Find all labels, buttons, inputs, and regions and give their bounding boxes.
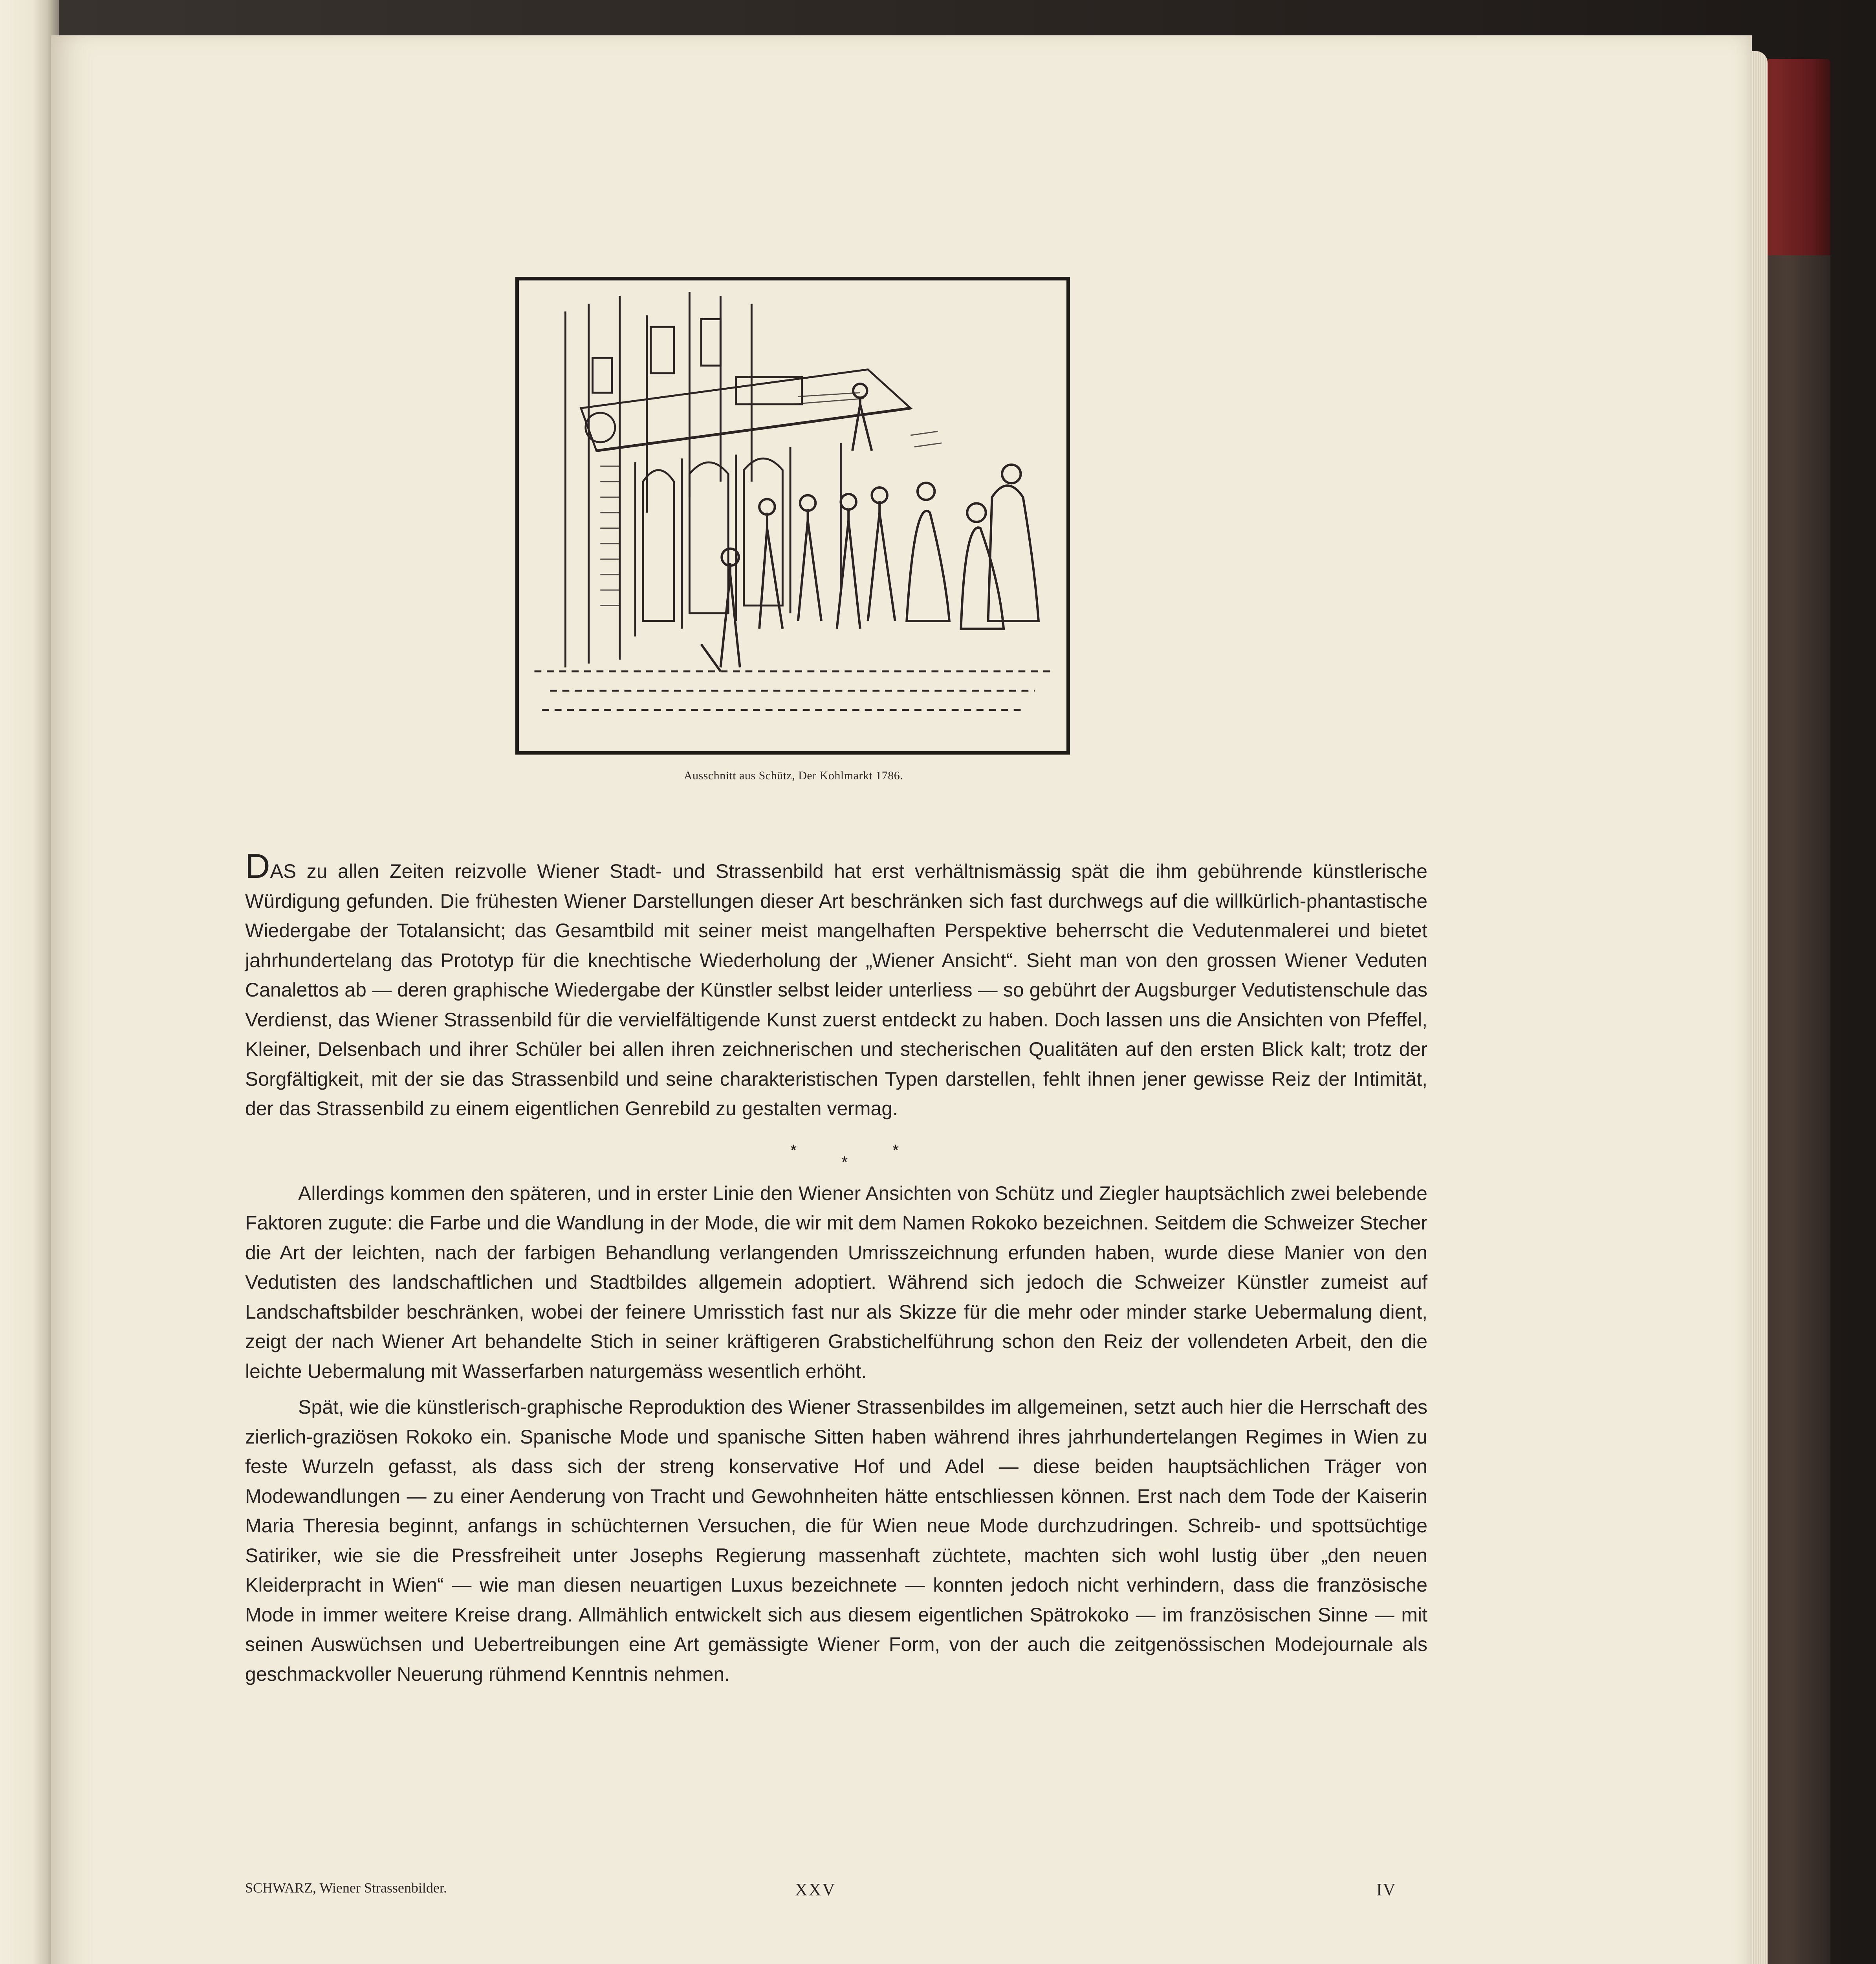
illustration-frame [515,277,1070,755]
engraving-illustration [519,280,1066,751]
facing-page-edge [0,0,59,1964]
drop-capital: D [245,846,270,885]
signature-mark: IV [1376,1880,1396,1899]
asterisk: * [841,1152,848,1171]
page-number: XXV [795,1880,836,1899]
paragraph-1 [245,846,1427,1124]
paragraph-1-text: AS zu allen Zeiten reizvolle Wiener Stadt- und Strassenbild hat erst verhältnismässig spät die ihm gebührende künstlerische Würdigung gefunden. Die frühesten Wiener Darstellungen dieser Art beschränken sich fast durchwegs auf die willkürlich-phantastische Wiedergabe der Totalansicht; das Gesamtbild mit seiner meist mangelhaften Perspektive beherrscht die Vedutenmalerei und bietet jahrhundertelang das Prototyp für die knechtische Wiederholung der „Wiener Ansicht“. Sieht man von den grossen Wiener Veduten Canalettos ab — deren graphische Wiedergabe der Künstler selbst leider unterliess — so gebührt der Augsburger Vedutistenschule das Verdienst, das Wiener Strassenbild für die vervielfältigende Kunst zuerst entdeckt zu haben. Doch lassen uns die Ansichten von Pfeffel, Kleiner, Delsenbach und ihrer Schüler bei allen ihren zeichnerischen und stecherischen Qualitäten auf den ersten Blick kalt; trotz der Sorgfältigkeit, mit der sie das Strassenbild und seine charakteristischen Typen darstellen, fehlt ihnen jener gewisse Reiz der Intimität, der das Strassenbild zu einem eigentlichen Genrebild zu gestalten vermag. [245,860,1427,1119]
paragraph-3: Spät, wie die künstlerisch-graphische Reproduktion des Wiener Strassenbildes im allgemeinen, setzt auch hier die Herrschaft des zierlich-graziösen Rokoko ein. Spanische Mode und spanische Sitten haben während ihres jahrhundertelangen Regimes in Wien zu feste Wurzeln gefasst, als dass sich der streng konservative Hof und Adel — diese beiden hauptsächlichen Träger von Modewandlungen — zu einer Aenderung von Tracht und Gewohnheiten hätte entschliessen können. Erst nach dem Tode der Kaiserin Maria Theresia beginnt, anfangs in schüchternen Versuchen, die für Wien neue Mode durchzudringen. Schreib- und spottsüchtige Satiriker, wie sie die Pressfreiheit unter Josephs Regierung massenhaft züchtete, machten sich wohl lustig über „den neuen Kleiderpracht in Wien“ — wie man diesen neuartigen Luxus bezeichnete — konnten jedoch nicht verhindern, dass die französische Mode in immer weitere Kreise drang. Allmählich entwickelt sich aus diesem eigentlichen Spätrokoko — im französischen Sinne — mit seinen Auswüchsen und Uebertreibungen eine Art gemässigte Wiener Form, von der auch die zeitgenössischen Modejournale als geschmackvoller Neuerung rühmend Kenntnis nehmen. [245,1396,1427,1685]
section-divider [245,1124,1427,1179]
figure-caption: Ausschnitt aus Schütz, Der Kohlmarkt 1786. [683,769,903,782]
asterisk: * [892,1141,899,1160]
body-text [245,846,1427,1689]
asterisk: * [790,1141,797,1160]
footer-running-title: SCHWARZ, Wiener Strassenbilder. [245,1880,447,1896]
paragraph-2: Allerdings kommen den späteren, und in erster Linie den Wiener Ansichten von Schütz und Ziegler hauptsächlich zwei belebende Faktoren zugute: die Farbe und die Wandlung in der Mode, die wir mit dem Namen Rokoko bezeichnen. Seitdem die Schweizer Stecher die Art der leichten, nach der farbigen Behandlung verlangenden Umrisszeichnung erfunden haben, wurde diese Manier von den Vedutisten des landschaftlichen und Stadtbildes allgemein adoptiert. Während sich jedoch die Schweizer Künstler zumeist auf Landschaftsbilder beschränken, wobei der feinere Umrisstich fast nur als Skizze für die mehr oder minder starke Uebermalung dient, zeigt der nach Wiener Art behandelte Stich in seiner kräftigeren Grabstichelführung schon den Reiz der vollendeten Arbeit, den die leichte Uebermalung mit Wasserfarben naturgemäss wesentlich erhöht. [245,1182,1427,1382]
